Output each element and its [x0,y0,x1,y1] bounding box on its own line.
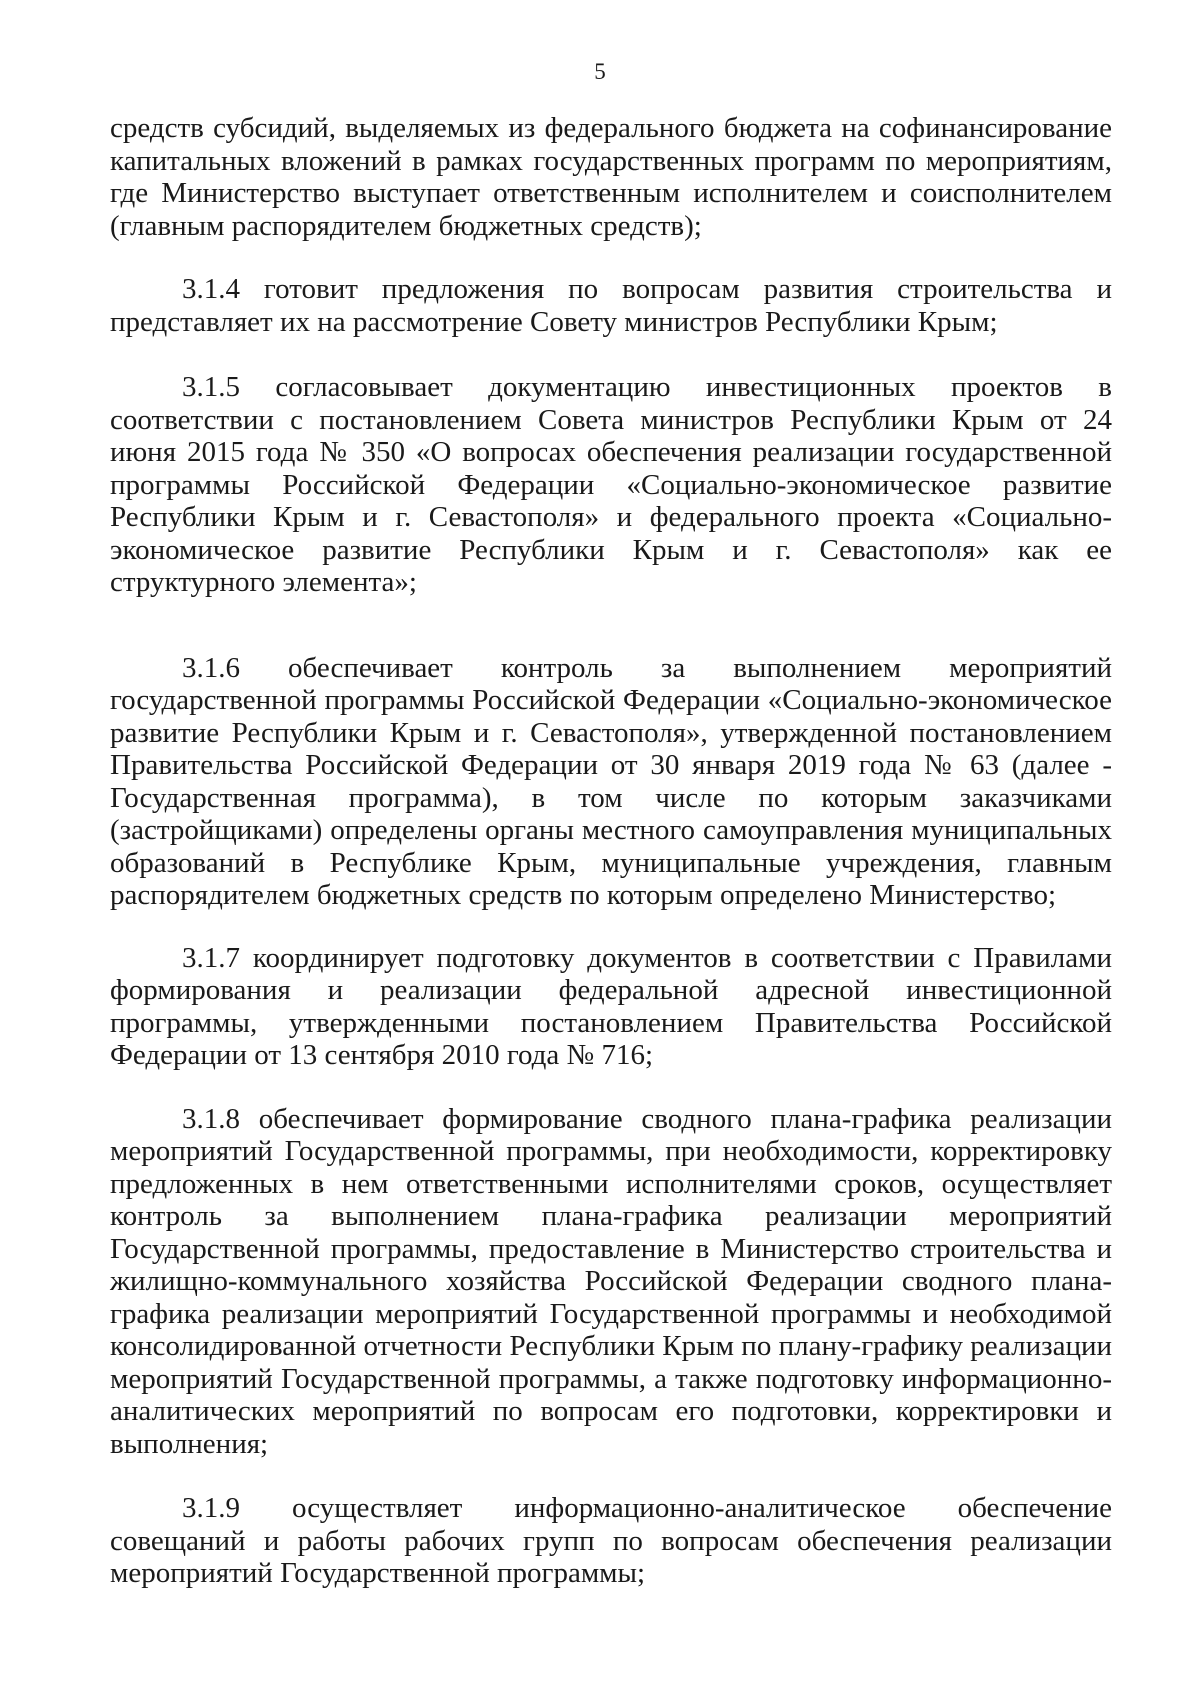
paragraph-continuation: средств субсидий, выделяемых из федерального бюджета на софинансирование капитальных вложений в рамках государственных программ по мероприятиям, где Министерство выступает ответственным исполнителем и соисполнителем (главным распорядителем бюджетных средств); [110,112,1112,242]
paragraph-3-1-7: 3.1.7 координирует подготовку документов в соответствии с Правилами формирования и реализации федеральной адресной инвестиционной программы, утвержденными постановлением Правительства Российской Федерации от 13 сентября 2010 года № 716; [110,941,1112,1071]
paragraph-3-1-9: 3.1.9 осуществляет информационно-аналитическое обеспечение совещаний и работы рабочих групп по вопросам обеспечения реализации мероприятий Государственной программы; [110,1492,1112,1589]
document-body [110,112,1112,1590]
paragraph-3-1-4: 3.1.4 готовит предложения по вопросам развития строительства и представляет их на рассмотрение Совету министров Республики Крым; [110,273,1112,338]
paragraph-3-1-6: 3.1.6 обеспечивает контроль за выполнением мероприятий государственной программы Российской Федерации «Социально-экономическое развитие Республики Крым и г. Севастополя», утвержденной постановлением Правительства Российской Федерации от 30 января 2019 года № 63 (далее - Государственная программа), в том числе по которым заказчиками (застройщиками) определены органы местного самоуправления муниципальных образований в Республике Крым, муниципальные учреждения, главным распорядителем бюджетных средств по которым определено Министерство; [110,651,1112,911]
paragraph-3-1-8: 3.1.8 обеспечивает формирование сводного плана-графика реализации мероприятий Государственной программы, при необходимости, корректировку предложенных в нем ответственными исполнителями сроков, осуществляет контроль за выполнением плана-графика реализации мероприятий Государственной программы, предоставление в Министерство строительства и жилищно-коммунального хозяйства Российской Федерации сводного плана-графика реализации мероприятий Государственной программы и необходимой консолидированной отчетности Республики Крым по плану-графику реализации мероприятий Государственной программы, а также подготовку информационно-аналитических мероприятий по вопросам его подготовки, корректировки и выполнения; [110,1102,1112,1460]
paragraph-3-1-5: 3.1.5 согласовывает документацию инвестиционных проектов в соответствии с постановлением Совета министров Республики Крым от 24 июня 2015 года № 350 «О вопросах обеспечения реализации государственной программы Российской Федерации «Социально-экономическое развитие Республики Крым и г. Севастополя» и федерального проекта «Социально-экономическое развитие Республики Крым и г. Севастополя» как ее структурного элемента»; [110,371,1112,598]
page-number: 5 [594,59,606,84]
